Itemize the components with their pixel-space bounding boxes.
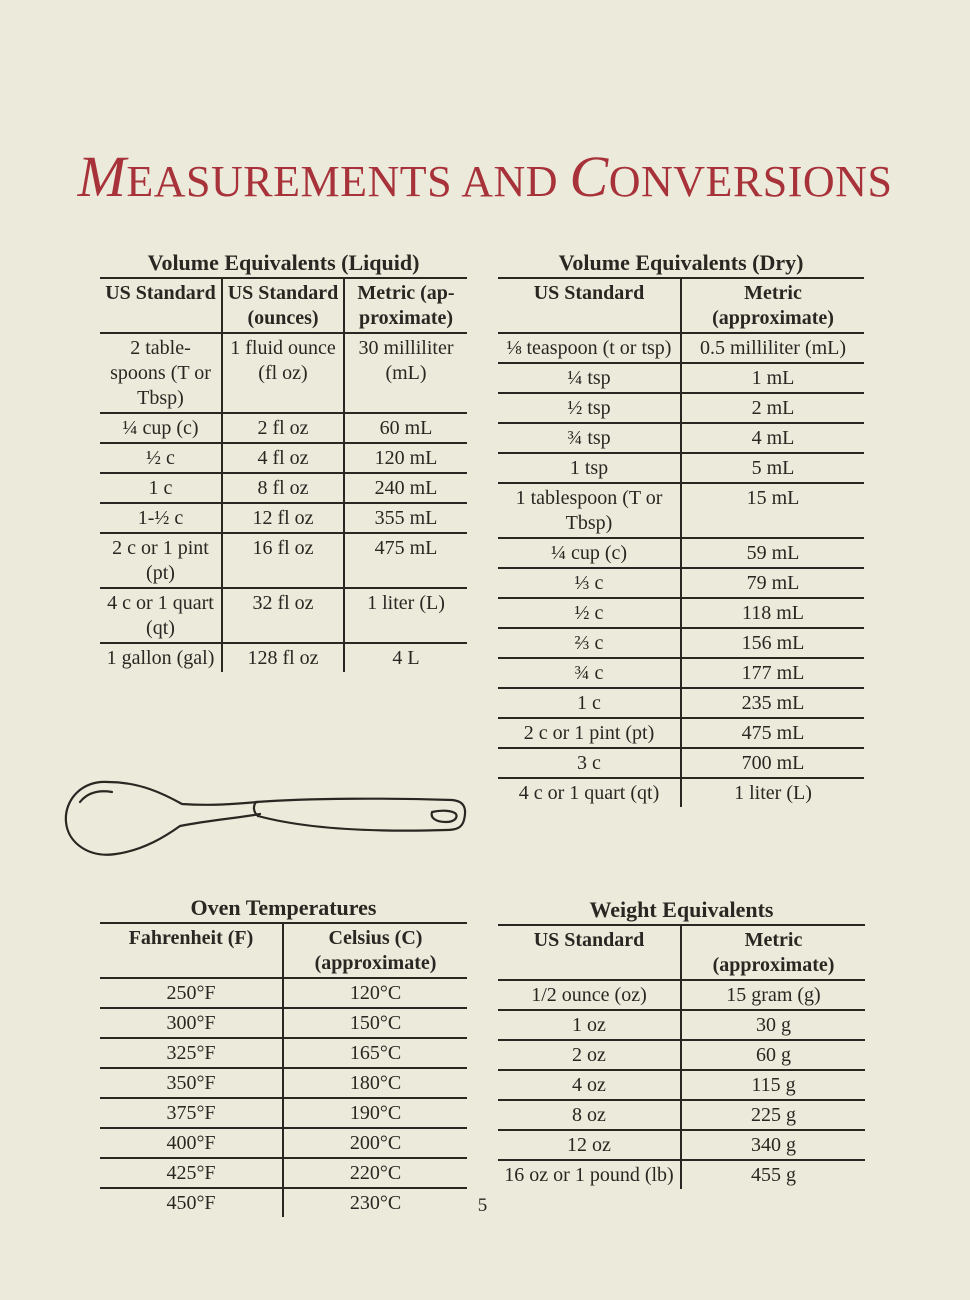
table-cell: 4 c or 1 quart (qt) <box>100 588 222 643</box>
table-cell: 60 mL <box>344 413 467 443</box>
table-row <box>498 538 864 568</box>
table-cell: 220°C <box>283 1158 467 1188</box>
table-row <box>100 1068 467 1098</box>
column-header: Metric (approximate) <box>681 279 864 333</box>
table-cell: 375°F <box>100 1098 283 1128</box>
table-cell: 1 tsp <box>498 453 681 483</box>
table-cell: 60 g <box>681 1040 865 1070</box>
dry-table-caption: Volume Equivalents (Dry) <box>498 250 864 279</box>
table-row <box>100 588 467 643</box>
table-cell: 115 g <box>681 1070 865 1100</box>
table-cell: 30 g <box>681 1010 865 1040</box>
table-row <box>498 568 864 598</box>
table-cell: ¾ c <box>498 658 681 688</box>
table-cell: 300°F <box>100 1008 283 1038</box>
table-row <box>498 628 864 658</box>
table-cell: 1 fluid ounce (fl oz) <box>222 333 344 413</box>
table-cell: 1 c <box>100 473 222 503</box>
table-row <box>100 533 467 588</box>
table-row <box>498 658 864 688</box>
table-cell: 190°C <box>283 1098 467 1128</box>
table-cell: 1 tablespoon (T or Tbsp) <box>498 483 681 538</box>
table-cell: 340 g <box>681 1130 865 1160</box>
table-cell: 8 fl oz <box>222 473 344 503</box>
column-header: US Standard <box>498 279 681 333</box>
table-cell: 2 c or 1 pint (pt) <box>498 718 681 748</box>
table-cell: 8 oz <box>498 1100 681 1130</box>
table-row <box>498 718 864 748</box>
table-cell: ⅔ c <box>498 628 681 658</box>
table-row <box>498 1040 865 1070</box>
table-row <box>498 1160 865 1189</box>
table-cell: 79 mL <box>681 568 864 598</box>
title-initial-m: M <box>77 144 127 209</box>
table-cell: ¾ tsp <box>498 423 681 453</box>
table-row <box>498 980 865 1010</box>
table-cell: 3 c <box>498 748 681 778</box>
table-cell: 15 gram (g) <box>681 980 865 1010</box>
table-cell: 1 liter (L) <box>681 778 864 807</box>
table-cell: 16 fl oz <box>222 533 344 588</box>
title-part-2: ONVERSIONS <box>608 157 893 206</box>
table-row <box>498 1070 865 1100</box>
table-row <box>498 363 864 393</box>
title-part-1: EASUREMENTS AND <box>126 157 570 206</box>
table-header-row <box>498 926 865 980</box>
table-cell: 1 gallon (gal) <box>106 647 215 669</box>
table-cell: 235 mL <box>681 688 864 718</box>
table-row <box>498 748 864 778</box>
table-cell: 355 mL <box>344 503 467 533</box>
table-cell: 120°C <box>283 978 467 1008</box>
table-row <box>100 1158 467 1188</box>
table-header-row <box>100 924 467 978</box>
table-row <box>100 643 467 672</box>
table-cell: 455 g <box>681 1160 865 1189</box>
column-header: Metric (approximate) <box>681 926 865 980</box>
table-cell: 4 fl oz <box>222 443 344 473</box>
page-number: 5 <box>477 1195 488 1216</box>
table-cell: 4 oz <box>498 1070 681 1100</box>
table-row <box>498 1100 865 1130</box>
table-cell: 5 mL <box>681 453 864 483</box>
page-title <box>0 143 970 210</box>
table-cell: 1 mL <box>681 363 864 393</box>
table-cell: 2 c or 1 pint (pt) <box>100 533 222 588</box>
table-cell: 1 c <box>498 688 681 718</box>
table-cell: 118 mL <box>681 598 864 628</box>
column-header: Celsius (C) (approximate) <box>283 924 467 978</box>
weight-table-caption: Weight Equivalents <box>498 897 865 926</box>
table-cell: 177 mL <box>681 658 864 688</box>
table-row <box>498 333 864 363</box>
table-row <box>498 688 864 718</box>
table-cell: 200°C <box>283 1128 467 1158</box>
table-cell: 230°C <box>283 1188 467 1217</box>
column-header: Metric (ap-proximate) <box>344 279 467 333</box>
table-cell: 2 mL <box>681 393 864 423</box>
column-header: Fahrenheit (F) <box>100 924 283 978</box>
column-header: US Standard <box>100 279 222 333</box>
table-cell: 165°C <box>283 1038 467 1068</box>
table-cell: ⅛ teaspoon (t or tsp) <box>498 333 681 363</box>
table-cell: 2 table-spoons (T or Tbsp) <box>100 333 222 413</box>
table-cell: 240 mL <box>344 473 467 503</box>
measuring-spoon-icon <box>60 770 470 862</box>
table-cell: 12 fl oz <box>222 503 344 533</box>
table-row <box>498 483 864 538</box>
table-cell: 120 mL <box>344 443 467 473</box>
table-row <box>498 1010 865 1040</box>
table-cell: 2 fl oz <box>222 413 344 443</box>
table-cell: ½ c <box>100 443 222 473</box>
table-cell: 250°F <box>100 978 283 1008</box>
table-cell: 4 mL <box>681 423 864 453</box>
table-cell: 32 fl oz <box>222 588 344 643</box>
table-row <box>498 778 864 807</box>
table-row <box>100 443 467 473</box>
table-cell: 180°C <box>283 1068 467 1098</box>
table-cell: 4 L <box>344 643 467 672</box>
table-cell: 475 mL <box>344 533 467 588</box>
table-cell: 156 mL <box>681 628 864 658</box>
table-cell: ⅓ c <box>498 568 681 598</box>
table-row <box>498 1130 865 1160</box>
table-cell: 700 mL <box>681 748 864 778</box>
table-cell: 400°F <box>100 1128 283 1158</box>
table-cell: 325°F <box>100 1038 283 1068</box>
table-row <box>100 473 467 503</box>
table-cell: 1 oz <box>498 1010 681 1040</box>
table-header-row <box>100 279 467 333</box>
table-row <box>498 598 864 628</box>
table-cell: 128 fl oz <box>222 643 344 672</box>
table-cell: 4 c or 1 quart (qt) <box>518 782 660 804</box>
table-cell: 425°F <box>100 1158 283 1188</box>
column-header: US Standard <box>498 926 681 980</box>
table-row <box>498 453 864 483</box>
table-row <box>100 1038 467 1068</box>
table-cell: 1/2 ounce (oz) <box>498 980 681 1010</box>
table-cell: 475 mL <box>681 718 864 748</box>
table-cell: 59 mL <box>681 538 864 568</box>
table-cell: 1 liter (L) <box>344 588 467 643</box>
table-cell: 150°C <box>283 1008 467 1038</box>
table-cell: ¼ cup (c) <box>498 538 681 568</box>
table-cell: 2 oz <box>498 1040 681 1070</box>
table-cell: ¼ cup (c) <box>100 413 222 443</box>
oven-table-caption: Oven Temperatures <box>100 895 467 924</box>
table-cell: 16 oz or 1 pound (lb) <box>504 1164 674 1186</box>
liquid-table-caption: Volume Equivalents (Liquid) <box>100 250 467 279</box>
table-cell: ½ c <box>498 598 681 628</box>
table-row <box>100 503 467 533</box>
oven-temperatures-table <box>100 895 467 1217</box>
table-cell: 450°F <box>166 1192 216 1214</box>
table-cell: 30 milliliter (mL) <box>344 333 467 413</box>
table-cell: 350°F <box>100 1068 283 1098</box>
column-header: US Standard (ounces) <box>222 279 344 333</box>
table-row <box>100 413 467 443</box>
table-cell: 1-½ c <box>100 503 222 533</box>
dry-volume-table <box>498 250 864 807</box>
liquid-volume-table <box>100 250 467 672</box>
table-row <box>100 1128 467 1158</box>
table-row <box>100 1008 467 1038</box>
table-row <box>100 978 467 1008</box>
weight-equivalents-table <box>498 897 865 1189</box>
table-cell: ½ tsp <box>498 393 681 423</box>
table-row <box>100 1098 467 1128</box>
title-initial-c: C <box>569 144 609 209</box>
table-header-row <box>498 279 864 333</box>
table-row <box>100 333 467 413</box>
table-cell: ¼ tsp <box>498 363 681 393</box>
table-row <box>498 393 864 423</box>
table-row <box>498 423 864 453</box>
table-cell: 15 mL <box>681 483 864 538</box>
table-cell: 12 oz <box>498 1130 681 1160</box>
table-cell: 0.5 milliliter (mL) <box>681 333 864 363</box>
table-cell: 225 g <box>681 1100 865 1130</box>
